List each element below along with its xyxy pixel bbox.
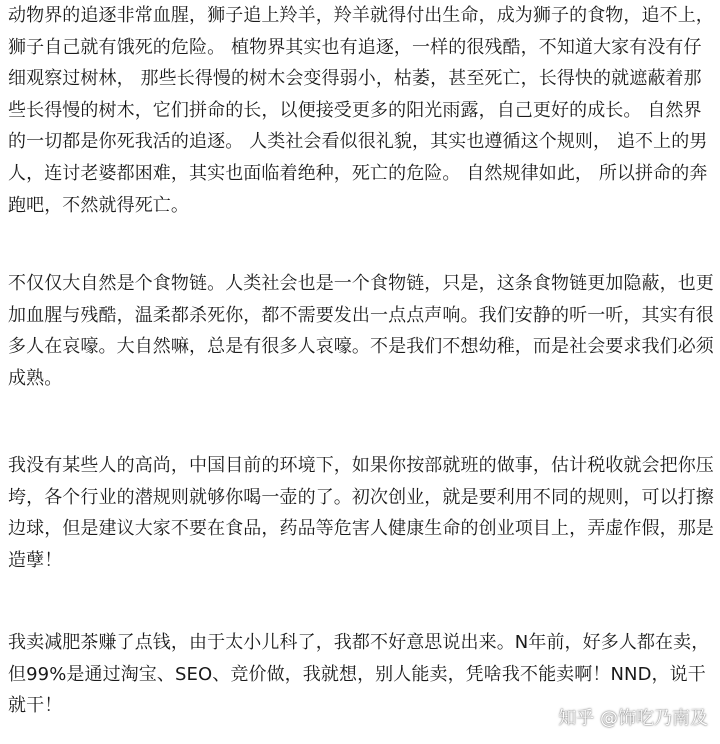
- paragraph-human-society-food-chain: 不仅仅大自然是个食物链。人类社会也是一个食物链，只是，这条食物链更加隐蔽，也更加血腥与残酷，温柔都杀死你，都不需要发出一点点声响。我们安静的听一听，其实有很多人在哀嚎。大自然嘛，总是有很多人哀嚎。不是我们不想幼稚，而是社会要求我们必须成熟。: [8, 273, 714, 389]
- paragraph-diet-tea-story: 我卖减肥茶赚了点钱，由于太小儿科了，我都不好意思说出来。N年前，好多人都在卖，但99%是通过淘宝、SEO、竞价做，我就想，别人能卖，凭啥我不能卖啊！NND，说干就干！: [8, 632, 710, 717]
- paragraph-startup-rules: 我没有某些人的高尚，中国目前的环境下，如果你按部就班的做事，估计税收就会把你压垮，各个行业的潜规则就够你喝一壶的了。初次创业，就是要利用不同的规则，可以打擦边球，但是建议大家不要在食品，药品等危害人健康生命的创业项目上，弄虚作假，那是造孽！: [8, 455, 714, 571]
- zhihu-watermark: 知乎 @饰吃乃南及: [558, 708, 708, 729]
- paragraph-food-chain-nature: 动物界的追逐非常血腥，狮子追上羚羊，羚羊就得付出生命，成为狮子的食物，追不上，狮子自己就有饿死的危险。 植物界其实也有追逐，一样的很残酷，不知道大家有没有仔细观察过树林， 那些长得慢的树木会变得弱小，枯萎，甚至死亡，长得快的就遮蔽着那些长得慢的树木，它们拼命的长，以便接受更多的阳光雨露，自己更好的成长。 自然界的一切都是你死我活的追逐。 人类社会看似很礼貌，其实也遵循这个规则， 追不上的男人，连讨老婆都困难，其实也面临着绝种，死亡的危险。 自然规律如此， 所以拼命的奔跑吧，不然就得死亡。: [8, 5, 714, 216]
